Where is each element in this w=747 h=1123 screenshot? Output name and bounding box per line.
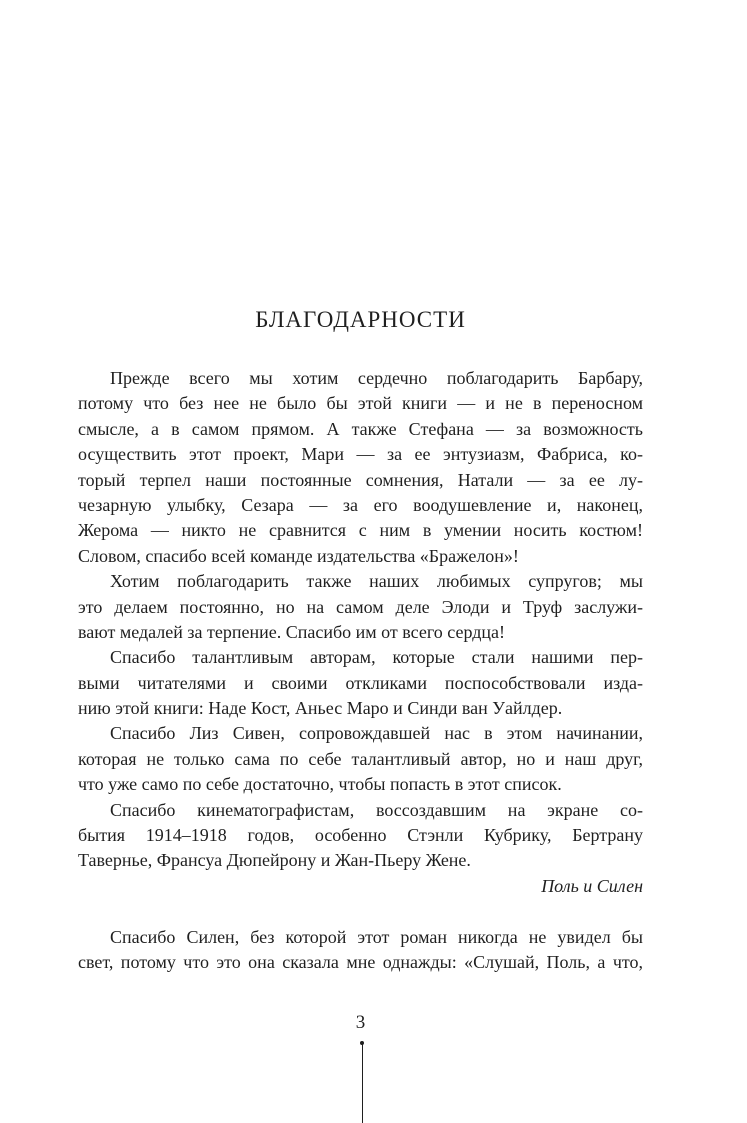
text-line: Спасибо талантливым авторам, которые стали нашими пер-: [110, 647, 643, 668]
footer-rule-line: [362, 1044, 364, 1123]
text-line: Спасибо Силен, без которой этот роман никогда не увидел бы: [110, 926, 643, 947]
text-line: Спасибо кинематографистам, воссоздавшим на экране со-: [110, 799, 643, 820]
text-line: которая не только сама по себе талантливый автор, но и наш друг,: [78, 748, 643, 769]
text-line: вают медалей за терпение. Спасибо им от всего сердца!: [78, 621, 506, 642]
text-line: Тавернье, Франсуа Дюпейрону и Жан-Пьеру Жене.: [78, 850, 471, 871]
text-line: что уже само по себе достаточно, чтобы попасть в этот список.: [78, 774, 562, 795]
text-line: бытия 1914–1918 годов, особенно Стэнли Кубрику, Бертрану: [78, 825, 643, 846]
text-line: Прежде всего мы хотим сердечно поблагодарить Барбару,: [110, 368, 643, 388]
text-line: торый терпел наши постоянные сомнения, Натали — за ее лу-: [78, 469, 643, 490]
text-line: это делаем постоянно, но на самом деле Элоди и Труф заслужи-: [78, 596, 643, 617]
text-line: свет, потому что это она сказала мне однажды: «Слушай, Поль, а что,: [78, 951, 643, 972]
text-line: чезарную улыбку, Сезара — за его воодушевление и, наконец,: [78, 494, 643, 515]
text-line: потому что без нее не было бы этой книги — и не в переносном: [78, 393, 643, 414]
text-line: осуществить этот проект, Мари — за ее энтузиазм, Фабриса, ко-: [78, 444, 643, 465]
blank-line: [78, 899, 643, 924]
page-number: 3: [355, 1012, 366, 1033]
text-line: Хотим поблагодарить также наших любимых супругов; мы: [110, 571, 643, 592]
text-line: Жерома — никто не сравнится с ним в умении носить костюм!: [78, 520, 643, 541]
page-title: БЛАГОДАРНОСТИ: [255, 307, 466, 332]
text-line: Спасибо Лиз Сивен, сопровождавшей нас в этом начинании,: [110, 723, 643, 744]
text-line: Словом, спасибо всей команде издательства «Бражелон»!: [78, 545, 519, 566]
author-signature: Поль и Силен: [541, 875, 643, 896]
text-line: нию этой книги: Наде Кост, Аньес Маро и Синди ван Уайлдер.: [78, 698, 563, 719]
text-block: [78, 366, 643, 975]
text-line: выми читателями и своими откликами поспособствовали изда-: [78, 672, 643, 693]
text-line: смысле, а в самом прямом. А также Стефана — за возможность: [78, 418, 643, 439]
